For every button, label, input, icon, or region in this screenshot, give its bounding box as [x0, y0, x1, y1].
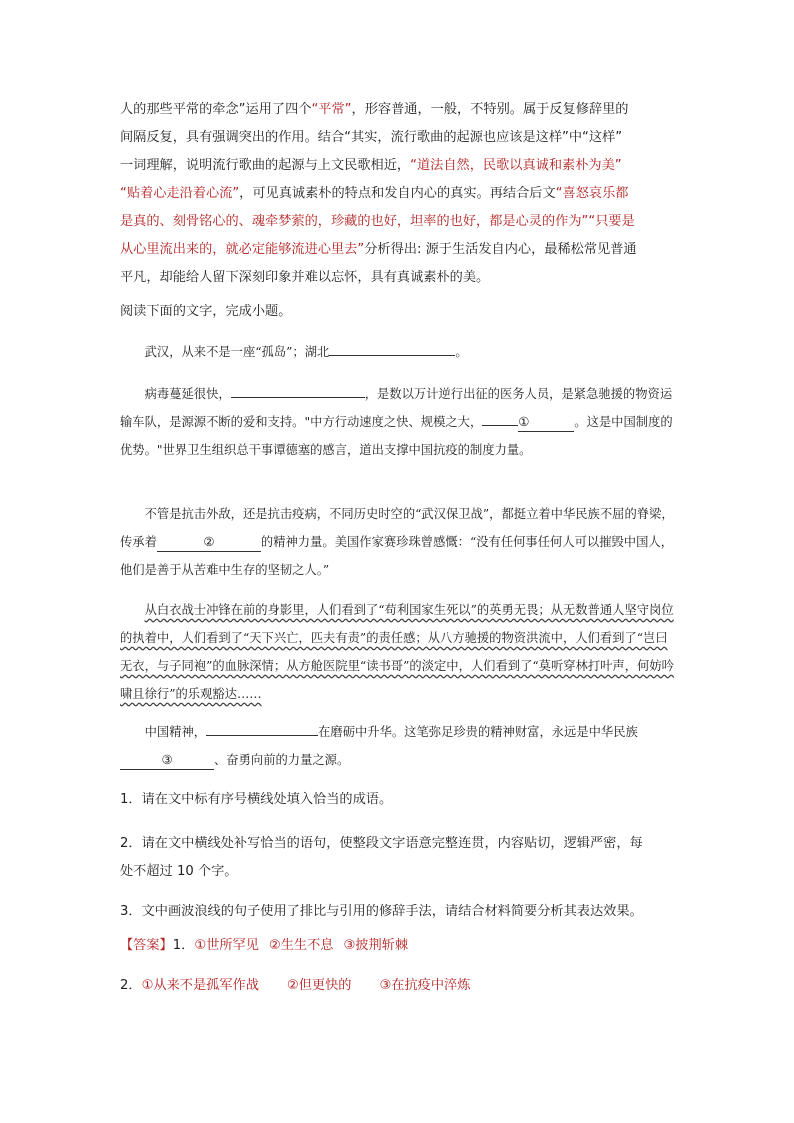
text: 的精神力量。美国作家赛珍珠曾感慨：“没有任何事任何人可以摧毁中国人，他们是善于从苦难中生存的坚韧之人。”	[120, 535, 673, 577]
passage-paragraph-4	[120, 596, 676, 708]
analysis-line	[120, 96, 676, 124]
passage-paragraph-3	[120, 500, 676, 584]
answer-item: ②生生不息	[268, 938, 334, 953]
fill-blank[interactable]	[231, 397, 365, 398]
quote-highlight: “道法自然，民歌以真诚和素朴为美”	[410, 158, 622, 173]
answer-line-2	[120, 974, 676, 998]
question-3: 3．文中画波浪线的句子使用了排比与引用的修辞手法，请结合材料简要分析其表达效果。	[120, 904, 643, 919]
answer-item: ①世所罕见	[194, 938, 259, 953]
answer-item: ①从来不是孤军作战	[141, 978, 259, 993]
answer-number: 2．	[120, 978, 142, 993]
answer-item: ③在抗疫中淬炼	[379, 978, 471, 993]
text: 2．请在文中横线处补写恰当的语句，使整段文字语意完整连贯，内容贴切，逻辑严密，每	[120, 836, 643, 851]
fill-blank-3[interactable]	[120, 751, 214, 770]
quote-highlight: “平常”	[311, 102, 352, 117]
text: 病毒蔓延很快，	[144, 387, 231, 401]
analysis-paragraph	[120, 96, 676, 292]
analysis-line: 平凡，却能给人留下深刻印象并难以忘怀，具有真诚素朴的美。	[120, 270, 490, 285]
wavy-underlined-sentence: 从白衣战士冲锋在前的身影里，人们看到了“苟利国家生死以”的英勇无畏；从无数普通人坚守岗位的执着中，人们看到了“天下兴亡，匹夫有责”的责任感；从八方驰援的物资洪流中，人们看到了“岂曰无衣，与子同袍”的血脉深情；从方舱医院里“读书哥”的淡定中，人们看到了“莫听穿林打叶声，何妨吟啸且徐行”的乐观豁达……	[120, 603, 674, 701]
reading-instruction: 阅读下面的文字，完成小题。	[120, 304, 292, 319]
blank-number: ②	[203, 535, 215, 549]
question-1: 1．请在文中标有序号横线处填入恰当的成语。	[120, 792, 393, 807]
text: 一词理解，说明流行歌曲的起源与上文民歌相近，	[120, 158, 411, 173]
text: 在磨砺中升华。这笔弥足珍贵的精神财富，永远是中华民族	[318, 725, 638, 739]
quote-highlight: “贴着心走沿着心流”	[120, 186, 240, 201]
passage-paragraph-5	[120, 718, 676, 774]
answer-item: ③披荆斩棘	[343, 938, 409, 953]
answer-label: 【答案】	[120, 938, 173, 953]
fill-blank[interactable]	[482, 425, 518, 426]
text: 分析得出: 源于生活发自内心，最稀松常见普通	[364, 242, 637, 257]
text: 处不超过 10 个字。	[120, 864, 238, 879]
text: ，是数以万计逆行出征的医务人员，是紧急驰援的物资运输车队，是源源不断的爱和支持。"中方行动速度之快、规模之大，	[120, 387, 673, 429]
text: 、奋勇向前的力量之源。	[214, 753, 350, 767]
quote-highlight: “只要是	[588, 214, 635, 229]
analysis-line	[120, 152, 676, 180]
passage-paragraph-1	[120, 338, 676, 366]
text: 人的那些平常的牵念”运用了四个	[120, 102, 312, 117]
quote-highlight: “喜怒哀乐都	[555, 186, 629, 201]
fill-blank[interactable]	[206, 735, 318, 736]
passage-paragraph-2	[120, 380, 676, 464]
blank-number: ①	[518, 415, 530, 429]
quote-highlight: 是真的、刻骨铭心的、魂牵梦萦的，珍藏的也好，坦率的也好，都是心灵的作为”	[120, 214, 589, 229]
quote-highlight: 从心里流出来的，就必定能够流进心里去”	[120, 242, 365, 257]
answer-number: 1．	[172, 938, 195, 953]
text: 。	[455, 345, 468, 359]
analysis-line	[120, 236, 676, 264]
blank-number: ③	[161, 753, 173, 767]
text: ，可见真诚素朴的特点和发自内心的真实。再结合后文	[239, 186, 556, 201]
text: 。这是中国制度的优势。"世界卫生组织总干事谭德塞的感言，道出支撑中国抗疫的制度力量。	[120, 415, 673, 457]
text: 中国精神，	[144, 725, 207, 739]
analysis-line	[120, 180, 676, 208]
text: ，形容普通，一般，不特别。属于反复修辞里的	[351, 102, 629, 117]
question-2	[120, 830, 676, 886]
text: 不管是抗击外敌，还是抗击疫病，不同历史时空的“武汉保卫战”，都挺立着中华民族不屈的脊梁，传承着	[120, 507, 674, 549]
answer-item: ②但更快的	[286, 978, 352, 993]
fill-blank-2[interactable]	[157, 533, 261, 552]
fill-blank[interactable]	[329, 355, 455, 356]
analysis-line	[120, 208, 676, 236]
analysis-line: 间隔反复，具有强调突出的作用。结合“其实，流行歌曲的起源也应该是这样”中“这样”	[120, 130, 623, 145]
fill-blank-1[interactable]	[518, 413, 574, 432]
answer-line-1	[120, 934, 676, 958]
text: 武汉，从来不是一座“孤岛”；湖北	[144, 345, 330, 359]
